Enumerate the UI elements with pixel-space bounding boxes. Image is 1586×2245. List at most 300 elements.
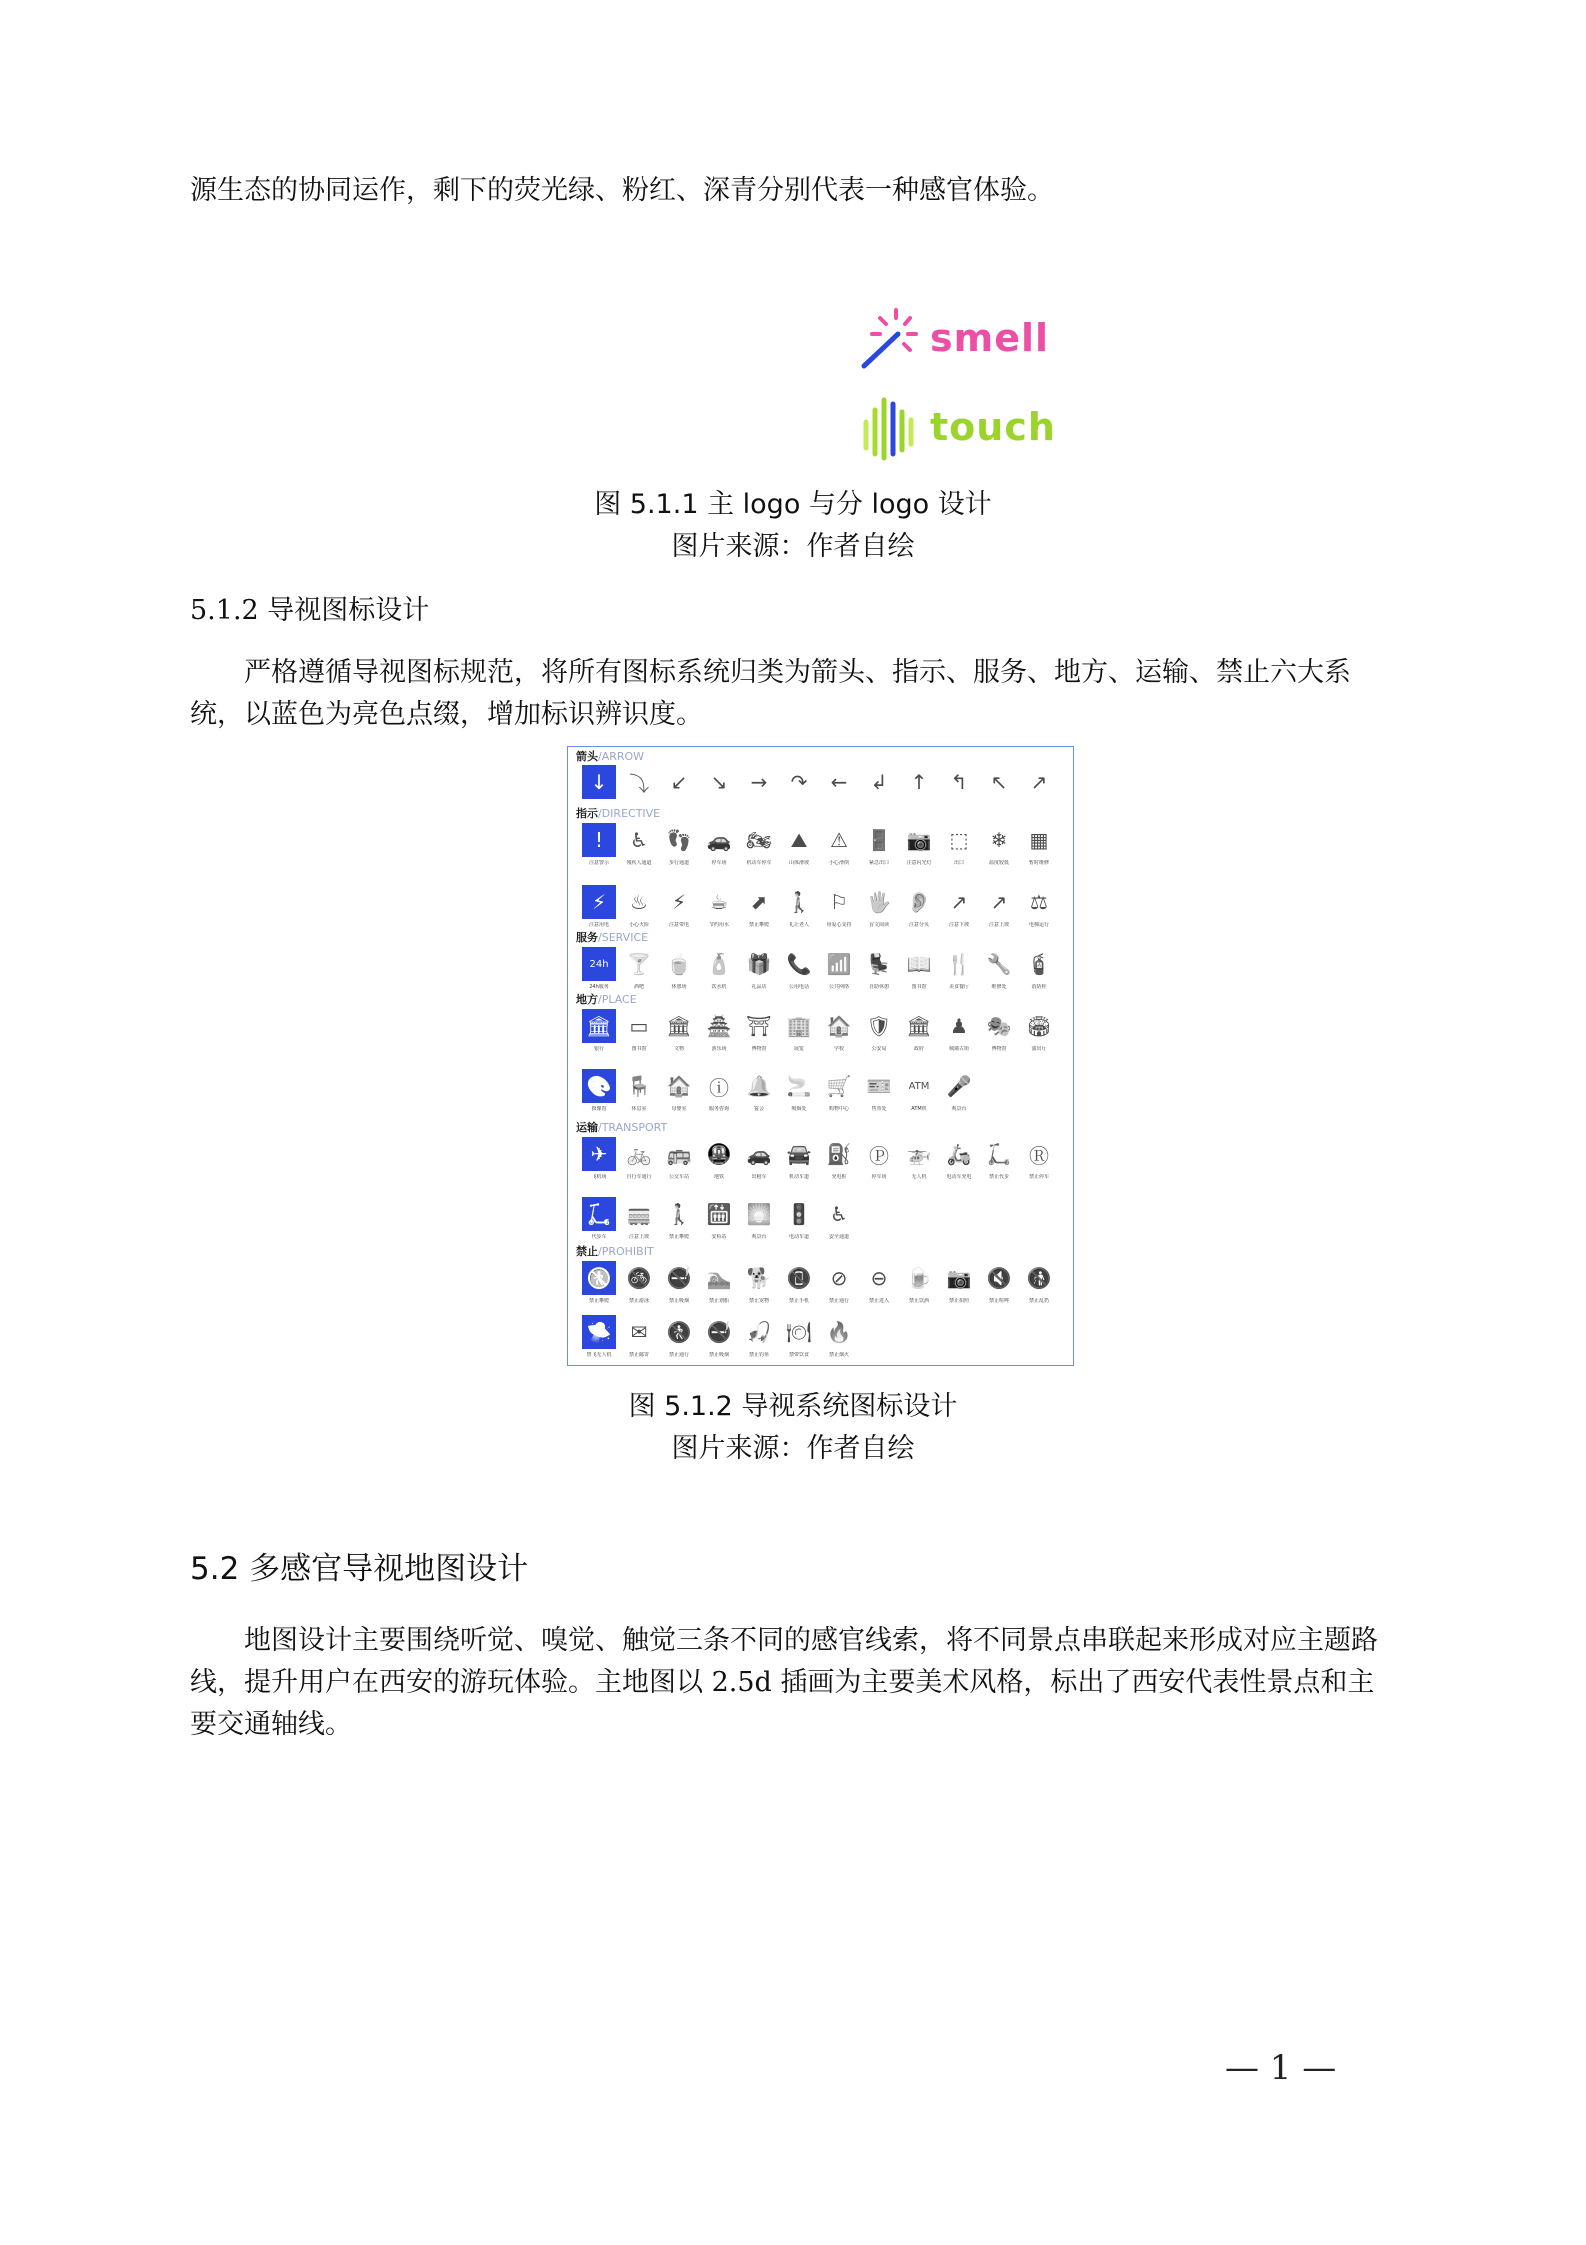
- wayfinding-icon: [782, 823, 816, 857]
- icon-caption: 注意带电: [668, 922, 689, 928]
- icon-caption: ATM机: [911, 1106, 927, 1112]
- icon-caption: 机动车道: [788, 1174, 809, 1180]
- icon-glyph: 🛸: [586, 1320, 612, 1344]
- wayfinding-icon: [742, 885, 776, 919]
- icon-caption: 暂时维修: [1028, 860, 1049, 866]
- figure-5-1-2-source: 图片来源：作者自绘: [671, 1433, 915, 1464]
- icon-caption: 禁止乱扔: [1028, 1298, 1049, 1304]
- wayfinding-icon: [702, 1197, 736, 1231]
- wayfinding-icon: [702, 885, 736, 919]
- icon-caption: 禁止停车: [1028, 1174, 1049, 1180]
- category-cn: 服务: [576, 931, 598, 944]
- icon-caption: 自助休憩: [868, 984, 889, 990]
- wayfinding-icon: [702, 765, 736, 799]
- icon-glyph: ❄: [990, 828, 1008, 852]
- icon-caption: 服务咨询: [708, 1106, 729, 1112]
- wayfinding-icon: [902, 947, 936, 981]
- category-cn: 地方: [576, 993, 598, 1006]
- wayfinding-icon: [1022, 1009, 1056, 1043]
- icon-caption: 禁止吸烟: [708, 1352, 729, 1358]
- wayfinding-icon: [902, 885, 936, 919]
- icon-caption: 礼品店: [751, 984, 767, 990]
- wayfinding-icon: [862, 885, 896, 919]
- icon-caption: 小心火险: [628, 922, 649, 928]
- icon-caption: 注意上坡: [628, 1234, 649, 1240]
- icon-glyph: ✈: [590, 1142, 608, 1166]
- wayfinding-icon: [862, 823, 896, 857]
- icon-caption: 出口: [953, 860, 964, 866]
- icon-caption: 紧急出口: [868, 860, 889, 866]
- wayfinding-icon: [982, 1009, 1016, 1043]
- wayfinding-icon: [622, 885, 656, 919]
- icon-glyph: 📞: [786, 952, 812, 976]
- icon-glyph: 🚁: [906, 1142, 932, 1166]
- wayfinding-icon: [742, 1197, 776, 1231]
- wayfinding-icon: [742, 1261, 776, 1295]
- icon-glyph: →: [750, 770, 768, 794]
- icon-glyph: 🔇: [986, 1266, 1012, 1290]
- category-cn: 运输: [576, 1121, 598, 1134]
- icon-glyph: 🚭: [666, 1266, 692, 1290]
- icon-caption: 银行: [593, 1046, 604, 1052]
- wayfinding-icon: [942, 765, 976, 799]
- icon-glyph: ⊖: [870, 1266, 888, 1290]
- wayfinding-icon: [982, 885, 1016, 919]
- icon-glyph: 🏊: [706, 1266, 732, 1290]
- category-en: /SERVICE: [598, 931, 649, 944]
- icon-caption: 禁止攀爬: [668, 1234, 689, 1240]
- icon-caption: 禁带饮食: [788, 1352, 809, 1358]
- icon-caption: 禁止饮酒: [908, 1298, 929, 1304]
- icon-glyph: 🛴: [986, 1142, 1012, 1166]
- wayfinding-icon: [582, 947, 616, 981]
- wayfinding-icon: [942, 1261, 976, 1295]
- icon-caption: 安全通道: [828, 1234, 849, 1240]
- icon-caption: 公用电话: [788, 984, 809, 990]
- icon-glyph: 🐕: [746, 1266, 772, 1290]
- icon-caption: 售票处: [871, 1106, 887, 1112]
- wayfinding-icon: [662, 885, 696, 919]
- wayfinding-icon: [582, 1261, 616, 1295]
- icon-glyph: 🔧: [986, 952, 1012, 976]
- wayfinding-icon: [622, 1069, 656, 1103]
- wayfinding-icon: [702, 823, 736, 857]
- icon-caption: 禁止游泳: [628, 1298, 649, 1304]
- wayfinding-icon: [822, 885, 856, 919]
- icon-caption: 禁止邮寄: [628, 1352, 649, 1358]
- wayfinding-icon: [1022, 823, 1056, 857]
- icon-caption: 演出厅: [1031, 1046, 1047, 1052]
- wayfinding-icon: [622, 1137, 656, 1171]
- wayfinding-icon: [742, 947, 776, 981]
- paragraph-sense-colors: 源生态的协同运作，剩下的荧光绿、粉红、深青分别代表一种感官体验。: [190, 175, 1054, 206]
- icon-glyph: 🚗: [706, 828, 732, 852]
- icon-glyph: 🚷: [666, 1320, 692, 1344]
- category-en: /TRANSPORT: [598, 1121, 668, 1134]
- icon-caption: 吸烟处: [791, 1106, 807, 1112]
- icon-glyph: ↗: [1030, 770, 1048, 794]
- icon-caption: 学校: [833, 1046, 844, 1052]
- icon-caption: 盲文阅读: [868, 922, 889, 928]
- icon-glyph: 🪑: [626, 1074, 652, 1098]
- icon-glyph: ↰: [950, 770, 968, 794]
- icon-caption: 小心滑倒: [828, 860, 849, 866]
- wayfinding-icon: [622, 765, 656, 799]
- icon-glyph: 🚌: [666, 1142, 692, 1166]
- wayfinding-icon: [582, 823, 616, 857]
- category-label: [576, 931, 648, 944]
- wayfinding-icon: [862, 1009, 896, 1043]
- category-en: /PLACE: [598, 993, 637, 1006]
- icon-caption: 禁止钓鱼: [748, 1352, 769, 1358]
- icon-glyph: 🚬: [786, 1074, 812, 1098]
- wayfinding-icon: [662, 947, 696, 981]
- icon-caption: 城墙古街: [948, 1046, 969, 1052]
- icon-caption: 公安局: [871, 1046, 887, 1052]
- wayfinding-icon: [862, 947, 896, 981]
- wayfinding-icon: [942, 1009, 976, 1043]
- wayfinding-icon: [1022, 885, 1056, 919]
- wayfinding-icon: [742, 765, 776, 799]
- icon-glyph: 👣: [666, 828, 692, 852]
- icon-caption: 停车场: [711, 860, 727, 866]
- wayfinding-icon: [582, 1009, 616, 1043]
- wayfinding-icon: [942, 885, 976, 919]
- icon-caption: 注意下坡: [948, 922, 969, 928]
- icon-caption: 节约用水: [708, 922, 729, 928]
- wayfinding-icon: [862, 1069, 896, 1103]
- icon-caption: 休憩场: [671, 984, 687, 990]
- wayfinding-icon: [662, 823, 696, 857]
- icon-glyph: ♟: [950, 1014, 968, 1038]
- icon-caption: 禁飞无人机: [586, 1352, 612, 1358]
- wayfinding-icon: [582, 885, 616, 919]
- wayfinding-icon: [902, 1261, 936, 1295]
- icon-glyph: 🏛: [586, 1014, 612, 1038]
- icon-glyph: ⛽: [826, 1142, 852, 1166]
- wayfinding-icon: [782, 1137, 816, 1171]
- icon-caption: 禁止划船: [708, 1298, 729, 1304]
- icon-glyph: ⓘ: [709, 1075, 729, 1100]
- icon-glyph: 🚗: [746, 1142, 772, 1166]
- figure-5-1-1-source: 图片来源：作者自绘: [671, 531, 915, 562]
- icon-glyph: ▭: [629, 1014, 649, 1038]
- icon-caption: 摄像馆: [591, 1106, 607, 1112]
- icon-glyph: 🚘: [786, 1142, 812, 1166]
- icon-glyph: 🍸: [626, 952, 652, 976]
- icon-glyph: ↑: [910, 770, 928, 794]
- wayfinding-icon: [982, 765, 1016, 799]
- logo-smell-word: smell: [930, 316, 1050, 360]
- icon-caption: 维修处: [991, 984, 1007, 990]
- icon-caption: 禁止喧哗: [988, 1298, 1009, 1304]
- icon-caption: 母婴室: [671, 1106, 687, 1112]
- category-label: [576, 1121, 667, 1134]
- icon-glyph: 🚯: [1026, 1266, 1052, 1290]
- icon-caption: 禁止手机: [788, 1298, 809, 1304]
- wayfinding-icon: [782, 1315, 816, 1349]
- icon-caption: 博物馆: [991, 1046, 1007, 1052]
- icon-glyph: 🚃: [626, 1202, 652, 1226]
- icon-caption: 美食餐厅: [948, 984, 969, 990]
- category-cn: 箭头: [576, 750, 598, 763]
- icon-caption: 出租车: [751, 1174, 767, 1180]
- wayfinding-icon: [822, 1009, 856, 1043]
- wayfinding-icon: [742, 1009, 776, 1043]
- wayfinding-icon: [822, 1137, 856, 1171]
- category-label: [576, 750, 644, 763]
- icon-caption: 购物中心: [828, 1106, 849, 1112]
- icon-glyph: 🚷: [586, 1266, 612, 1290]
- wayfinding-icon: [702, 1137, 736, 1171]
- icon-caption: 禁止宠物: [748, 1298, 769, 1304]
- category-cn: 指示: [576, 807, 598, 820]
- wayfinding-icon: [782, 885, 816, 919]
- wayfinding-icon: [782, 1197, 816, 1231]
- icon-glyph: 📵: [786, 1266, 812, 1290]
- icon-glyph: ♿: [830, 1202, 848, 1226]
- icon-caption: 禁止通行: [828, 1298, 849, 1304]
- wayfinding-icon: [982, 823, 1016, 857]
- icon-glyph: ⚖: [1030, 890, 1048, 914]
- wayfinding-icon: [702, 1069, 736, 1103]
- wayfinding-icon: [662, 1261, 696, 1295]
- icon-glyph: 📷: [946, 1266, 972, 1290]
- icon-caption: 禁止烟火: [828, 1352, 849, 1358]
- icon-glyph: 🏛: [906, 1014, 932, 1038]
- wayfinding-icon: [982, 1261, 1016, 1295]
- icon-glyph: 🚦: [786, 1202, 812, 1226]
- wayfinding-icon: [902, 1137, 936, 1171]
- icon-glyph: 🎣: [746, 1320, 772, 1344]
- icon-glyph: 🎤: [946, 1074, 972, 1098]
- wayfinding-icon: [902, 823, 936, 857]
- icon-glyph: 🎫: [866, 1074, 892, 1098]
- wayfinding-icon: [662, 1197, 696, 1231]
- icon-caption: 禁止攀爬: [588, 1298, 609, 1304]
- wayfinding-icon: [742, 1137, 776, 1171]
- icon-glyph: ↙: [670, 770, 688, 794]
- wayfinding-icon: [662, 765, 696, 799]
- icon-glyph: 🛗: [706, 1202, 732, 1226]
- wayfinding-icon: [782, 1261, 816, 1295]
- icon-caption: 政府: [913, 1046, 924, 1052]
- icon-glyph: 🌅: [746, 1202, 772, 1226]
- wayfinding-icon: [1022, 947, 1056, 981]
- wayfinding-icon: [622, 1315, 656, 1349]
- wayfinding-icon: [582, 1069, 616, 1103]
- category-label: [576, 993, 637, 1006]
- icon-caption: 禁止代步: [988, 1174, 1009, 1180]
- icon-glyph: ↘: [710, 770, 728, 794]
- icon-glyph: ←: [830, 770, 848, 794]
- wayfinding-icon: [862, 765, 896, 799]
- icon-glyph: ⚠: [830, 828, 848, 852]
- icon-caption: 安检站: [711, 1234, 727, 1240]
- icon-glyph: 🚶: [666, 1202, 692, 1226]
- wayfinding-icon: [782, 947, 816, 981]
- icon-glyph: 🚳: [626, 1266, 652, 1290]
- icon-glyph: ⚡: [671, 890, 687, 914]
- icon-glyph: 🏛: [666, 1014, 692, 1038]
- icon-glyph: !: [594, 828, 604, 852]
- icon-glyph: ⚐: [830, 890, 848, 914]
- wayfinding-icon: [662, 1069, 696, 1103]
- icon-glyph: 24h: [589, 958, 609, 970]
- icon-caption: 图书馆: [911, 984, 927, 990]
- icon-glyph: ♿: [630, 828, 648, 852]
- icon-glyph: ↖: [990, 770, 1008, 794]
- wayfinding-icon: [622, 1197, 656, 1231]
- icon-glyph: ⛰: [790, 828, 808, 852]
- wayfinding-icon: [982, 947, 1016, 981]
- icon-glyph: ATM: [908, 1080, 930, 1092]
- icon-glyph: 🛴: [586, 1202, 612, 1226]
- wayfinding-icon: [582, 1197, 616, 1231]
- icon-glyph: 🧴: [706, 952, 732, 976]
- wayfinding-icon: [582, 1137, 616, 1171]
- logo-touch: [858, 392, 1056, 462]
- wayfinding-icon: [742, 1315, 776, 1349]
- icon-caption: 步行通道: [668, 860, 689, 866]
- paragraph-icon-system: 严格遵循导视图标规范，将所有图标系统归类为箭头、指示、服务、地方、运输、禁止六大系统，以蓝色为亮色点缀，增加标识辨识度。: [190, 657, 1351, 730]
- icon-glyph: 🎭: [986, 1014, 1012, 1038]
- wayfinding-icon: [942, 823, 976, 857]
- icon-glyph: 🎁: [746, 952, 772, 976]
- wayfinding-icon: [822, 947, 856, 981]
- wayfinding-icon: [782, 765, 816, 799]
- icon-glyph: 🍺: [906, 1266, 932, 1290]
- category-cn: 禁止: [576, 1245, 598, 1258]
- logo-touch-word: touch: [930, 405, 1056, 449]
- icon-glyph: 🔥: [826, 1320, 852, 1344]
- icon-caption: 注意闪光灯: [906, 860, 932, 866]
- section-heading-5-2: 5.2 多感官导视地图设计: [190, 1551, 529, 1587]
- icon-caption: 公共网络: [828, 984, 849, 990]
- icon-glyph: 🏠: [666, 1074, 692, 1098]
- icon-caption: 禁止进入: [868, 1298, 889, 1304]
- wayfinding-icon: [822, 1069, 856, 1103]
- wayfinding-icon: [902, 1069, 936, 1103]
- figure-5-1-1-caption: 图 5.1.1 主 logo 与分 logo 设计: [594, 489, 992, 520]
- icon-glyph: ↷: [790, 770, 808, 794]
- wayfinding-icon: [862, 1261, 896, 1295]
- icon-glyph: ♨: [630, 890, 648, 914]
- icon-caption: 飞机场: [591, 1174, 607, 1180]
- icon-caption: 自行车通行: [626, 1174, 652, 1180]
- icon-glyph: 📶: [826, 952, 852, 976]
- wayfinding-icon: [942, 1137, 976, 1171]
- wayfinding-icon: [702, 1315, 736, 1349]
- icon-glyph: ↗: [990, 890, 1008, 914]
- icon-glyph: Ⓟ: [869, 1143, 889, 1168]
- icon-glyph: ⤵: [629, 771, 649, 796]
- wayfinding-icon: [822, 1197, 856, 1231]
- icon-glyph: ⬈: [750, 890, 768, 914]
- wayfinding-icon: [822, 765, 856, 799]
- icon-caption: 饮水机: [711, 984, 727, 990]
- category-en: /ARROW: [598, 750, 645, 763]
- wayfinding-icon: [622, 1261, 656, 1295]
- wayfinding-icon: [942, 947, 976, 981]
- wayfinding-icon: [582, 765, 616, 799]
- wayfinding-icon: [582, 1315, 616, 1349]
- icon-caption: 温度较低: [988, 860, 1009, 866]
- icon-glyph: ⛩: [746, 1014, 772, 1038]
- icon-glyph: 🚇: [706, 1142, 732, 1166]
- wayfinding-icon: [902, 1009, 936, 1043]
- wayfinding-icon: [942, 1069, 976, 1103]
- icon-glyph: 🎨: [586, 1074, 612, 1098]
- icon-caption: 观景台: [751, 1234, 767, 1240]
- icon-caption: 充电桩: [831, 1174, 847, 1180]
- icon-glyph: 🏯: [706, 1014, 732, 1038]
- icon-caption: 机动车停车: [746, 860, 772, 866]
- icon-caption: 图书馆: [631, 1046, 647, 1052]
- icon-caption: 博物馆: [751, 1046, 767, 1052]
- icon-glyph: 🚲: [626, 1142, 652, 1166]
- icon-glyph: 🏍: [746, 828, 772, 852]
- icon-caption: 残疾人通道: [626, 860, 652, 866]
- wayfinding-icon-sheet: [567, 746, 1074, 1366]
- fingerprint-bars-icon: [858, 392, 922, 462]
- wayfinding-icon: [662, 1137, 696, 1171]
- icon-caption: 宴会: [753, 1106, 764, 1112]
- page-number: — 1 —: [1225, 2048, 1337, 2088]
- icon-caption: 山体滑坡: [788, 860, 809, 866]
- icon-caption: 注意上坡: [988, 922, 1009, 928]
- icon-glyph: 🍴: [946, 952, 972, 976]
- icon-glyph: 🚪: [866, 828, 892, 852]
- icon-glyph: ↗: [950, 890, 968, 914]
- icon-glyph: 🚭: [706, 1320, 732, 1344]
- icon-glyph: ☕: [710, 890, 728, 914]
- wayfinding-icon: [1022, 1137, 1056, 1171]
- wayfinding-icon: [782, 1009, 816, 1043]
- wayfinding-icon: [902, 765, 936, 799]
- icon-glyph: ⚡: [591, 890, 607, 914]
- icon-glyph: 📖: [906, 952, 932, 976]
- wayfinding-icon: [662, 1009, 696, 1043]
- icon-caption: 代步车: [591, 1234, 607, 1240]
- icon-caption: 注意分贝: [908, 922, 929, 928]
- icon-glyph: 🛡: [866, 1014, 892, 1038]
- wayfinding-icon: [662, 1315, 696, 1349]
- wayfinding-icon: [622, 1009, 656, 1043]
- icon-glyph: ▦: [1029, 828, 1049, 852]
- icon-glyph: 🔔: [746, 1074, 772, 1098]
- icon-caption: 公交车站: [668, 1174, 689, 1180]
- icon-caption: 注意用电: [588, 922, 609, 928]
- category-en: /DIRECTIVE: [598, 807, 661, 820]
- wayfinding-icon: [982, 1137, 1016, 1171]
- category-en: /PROHIBIT: [598, 1245, 654, 1258]
- icon-caption: 观景台: [951, 1106, 967, 1112]
- wayfinding-icon: [822, 1261, 856, 1295]
- icon-glyph: 📷: [906, 828, 932, 852]
- icon-glyph: ✉: [630, 1320, 648, 1344]
- icon-caption: 文物: [673, 1046, 684, 1052]
- icon-glyph: 🍵: [666, 952, 692, 976]
- icon-caption: 消防栓: [1031, 984, 1047, 990]
- icon-caption: 电动车道: [788, 1234, 809, 1240]
- icon-glyph: 🍽: [786, 1320, 812, 1344]
- icon-glyph: 💺: [866, 952, 892, 976]
- icon-caption: 禁止攀爬: [748, 922, 769, 928]
- icon-caption: 禁止拍照: [948, 1298, 969, 1304]
- icon-glyph: ⬚: [949, 828, 969, 852]
- icon-caption: 电动车充电: [946, 1174, 972, 1180]
